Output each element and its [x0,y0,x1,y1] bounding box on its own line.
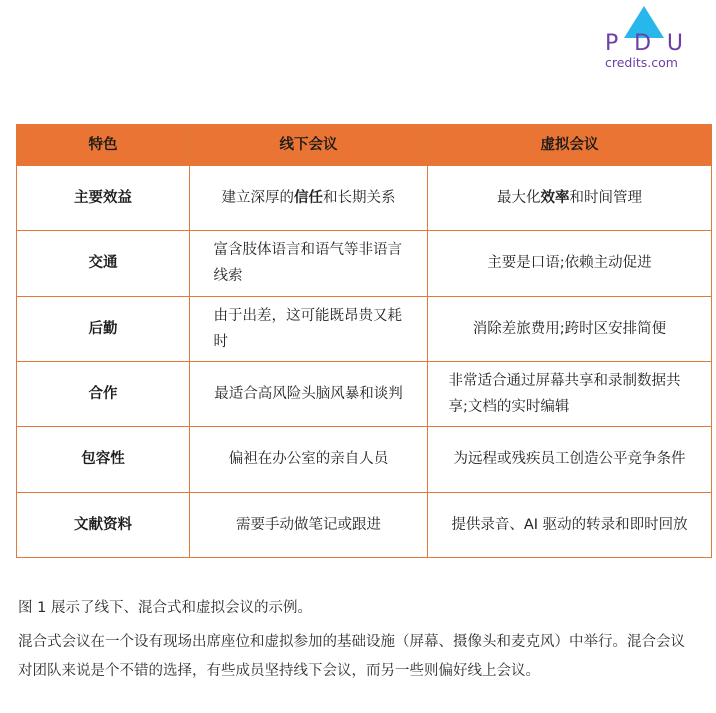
cell-text: 主要是口语;依赖主动促进 [487,255,652,272]
table-row [17,492,712,557]
offline-cell [190,492,428,557]
pdu-credits-logo [603,4,693,70]
offline-cell [190,296,428,361]
offline-cell [190,361,428,426]
table-row [17,296,712,361]
cell-text: 偏袒在办公室的亲自人员 [228,451,389,468]
virtual-cell [428,427,712,492]
header-offline: 线下会议 [190,125,428,166]
cell-text: 由于出差，这可能既昂贵又耗时 [213,307,402,350]
table-header-row [17,125,712,166]
virtual-cell [428,492,712,557]
header-feature: 特色 [17,125,190,166]
virtual-cell [428,166,712,231]
offline-cell [190,427,428,492]
cell-text: 提供录音、AI 驱动的转录和即时回放 [451,516,688,533]
bold-text-part: 信任 [294,190,323,207]
feature-cell: 交通 [17,231,190,296]
comparison-table [16,124,712,558]
text-part: 和长期关系 [323,190,396,207]
table-row [17,427,712,492]
virtual-cell [428,296,712,361]
logo-letter-d: D [634,31,652,56]
text-part: 最大化 [497,190,541,207]
logo-subtitle: credits.com [605,55,678,70]
text-part: 和时间管理 [569,190,642,207]
feature-cell: 后勤 [17,296,190,361]
feature-cell: 文献资料 [17,492,190,557]
cell-text: 富含肢体语言和语气等非语言线索 [213,242,402,285]
header-virtual: 虚拟会议 [428,125,712,166]
cell-text: 消除差旅费用;跨时区安排简便 [472,320,667,337]
virtual-cell [428,361,712,426]
virtual-cell [428,231,712,296]
cell-text: 非常适合通过屏幕共享和录制数据共享;文档的实时编辑 [448,373,681,416]
table-row [17,166,712,231]
figure-caption-paragraph: 图 1 展示了线下、混合式和虚拟会议的示例。 [18,600,312,616]
cell-text: 需要手动做笔记或跟进 [236,516,381,533]
offline-cell [190,231,428,296]
cell-text: 为远程或残疾员工创造公平竞争条件 [453,451,686,468]
body-paragraph: 混合式会议在一个设有现场出席座位和虚拟参加的基础设施（屏幕、摄像头和麦克风）中举行。混合会议对团队来说是个不错的选择，有些成员坚持线下会议，而另一些则偏好线上会议。 [18,634,685,679]
logo-letter-p: P [605,31,619,56]
table-row [17,361,712,426]
logo-letters [603,31,693,56]
cell-text: 最适合高风险头脑风暴和谈判 [214,386,403,403]
table-row [17,231,712,296]
bold-text-part: 效率 [540,190,570,207]
logo-letter-u: U [666,31,683,56]
feature-cell: 主要效益 [17,166,190,231]
feature-cell: 合作 [17,361,190,426]
offline-cell [190,166,428,231]
text-part: 建立深厚的 [221,190,294,207]
feature-cell: 包容性 [17,427,190,492]
